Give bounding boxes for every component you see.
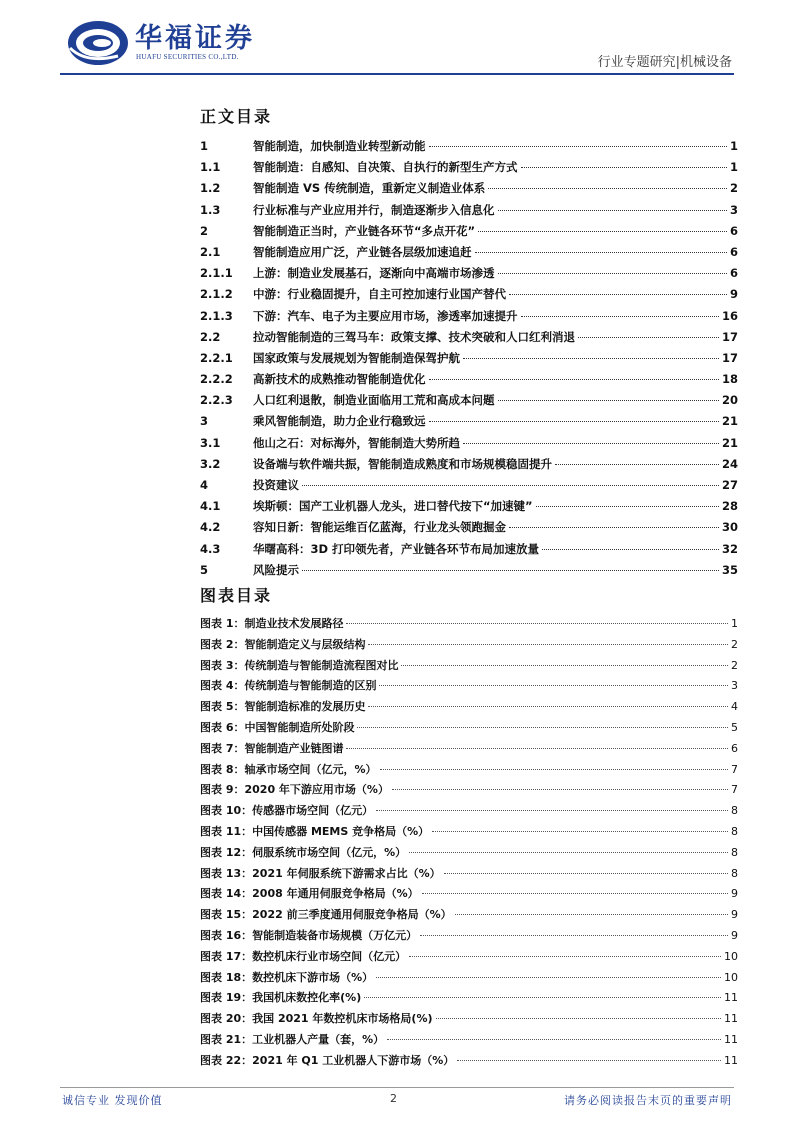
- figure-entry-label: 图表 8：: [200, 762, 245, 776]
- logo-english-name: HUAFU SECURITIES CO.,LTD.: [136, 53, 239, 61]
- toc-entry-page: 30: [721, 520, 738, 535]
- dot-leader: [380, 763, 728, 770]
- toc-entry-page: 3: [729, 202, 738, 217]
- dot-leader: [376, 804, 728, 811]
- figure-entry-page: 9: [731, 928, 738, 942]
- toc-entry-page: 21: [721, 414, 738, 429]
- figure-entry-title: 我国 2021 年数控机床市场格局(%): [252, 1012, 433, 1026]
- figure-entry-page: 3: [731, 679, 738, 693]
- toc-entry-title: 人口红利退散，制造业面临用工荒和高成本问题: [253, 393, 495, 408]
- dot-leader: [498, 204, 727, 211]
- toc-entry-page: 20: [721, 393, 738, 408]
- toc-entry-page: 28: [721, 499, 738, 514]
- footer-slogan: 诚信专业 发现价值: [62, 1094, 163, 1107]
- toc-entry-page: 17: [721, 329, 738, 344]
- figure-entry-title: 数控机床下游市场（%）: [252, 970, 374, 984]
- dot-leader: [463, 352, 719, 359]
- figure-entry-page: 8: [731, 824, 738, 838]
- toc-entry-page: 6: [729, 244, 738, 259]
- toc-entry-title: 乘风智能制造，助力企业行稳致远: [253, 414, 426, 429]
- toc-entry-number: 4.1: [200, 499, 221, 514]
- toc-entry-title: 拉动智能制造的三驾马车：政策支撑、技术突破和人口红利消退: [253, 329, 575, 344]
- figure-entry-page: 2: [731, 637, 738, 651]
- dot-leader: [432, 825, 728, 832]
- figure-list: [200, 614, 738, 1072]
- toc-entry[interactable]: [200, 221, 738, 242]
- figure-entry-page: 7: [731, 762, 738, 776]
- toc-entry[interactable]: [200, 390, 738, 411]
- toc-entry-number: 4: [200, 478, 209, 492]
- dot-leader: [555, 458, 719, 465]
- figure-entry[interactable]: [200, 676, 738, 697]
- report-type: 行业专题研究|机械设备: [597, 55, 732, 70]
- figure-entry-page: 7: [731, 783, 738, 797]
- figure-entry-title: 制造业技术发展路径: [244, 617, 344, 630]
- dot-leader: [368, 638, 728, 645]
- dot-leader: [498, 394, 719, 401]
- toc-entry-number: 4.3: [200, 541, 221, 556]
- toc-entry-page: 17: [721, 350, 738, 365]
- figure-entry[interactable]: [200, 718, 738, 739]
- figure-entry-page: 11: [724, 1012, 738, 1026]
- toc-entry-page: 2: [729, 181, 738, 196]
- figure-entry-label: 图表 18：: [200, 970, 253, 984]
- toc-entry-page: 1: [729, 160, 738, 175]
- dot-leader: [509, 521, 719, 528]
- footer-divider: [60, 1087, 734, 1088]
- toc-entry[interactable]: [200, 242, 738, 263]
- toc-entry[interactable]: [200, 560, 738, 581]
- figure-entry[interactable]: [200, 926, 738, 947]
- dot-leader: [376, 971, 721, 978]
- toc-entry-number: 2.1.2: [200, 287, 233, 302]
- dot-leader: [392, 783, 728, 790]
- dot-leader: [357, 721, 728, 728]
- toc-entry-title: 高新技术的成熟推动智能制造优化: [253, 372, 426, 387]
- dot-leader: [420, 929, 728, 936]
- figure-entry-label: 图表 22：: [200, 1053, 253, 1067]
- toc-entry[interactable]: [200, 496, 738, 517]
- figure-entry[interactable]: [200, 739, 738, 760]
- toc-entry-number: 2.2: [200, 329, 221, 344]
- figure-entry[interactable]: [200, 760, 738, 781]
- dot-leader: [379, 679, 728, 686]
- toc-entry-number: 2.2.3: [200, 393, 233, 408]
- figure-entry-label: 图表 17：: [200, 949, 253, 963]
- figure-entry[interactable]: [200, 780, 738, 801]
- figure-entry-page: 6: [731, 741, 738, 755]
- figure-entry-page: 8: [731, 845, 738, 859]
- toc-entry-page: 24: [721, 456, 738, 471]
- dot-leader: [455, 908, 728, 915]
- figure-entry[interactable]: [200, 635, 738, 656]
- toc-entry-number: 2.2.2: [200, 372, 233, 387]
- dot-leader: [302, 564, 719, 571]
- header-divider: [60, 73, 734, 75]
- figure-entry-title: 2020 年下游应用市场（%）: [244, 783, 389, 797]
- toc-entry-title: 风险提示: [253, 562, 299, 577]
- toc-entry[interactable]: [200, 157, 738, 178]
- toc-entry-page: 27: [721, 478, 738, 492]
- figure-entry-label: 图表 16：: [200, 928, 253, 942]
- toc-entry-number: 1.2: [200, 181, 221, 196]
- figure-entry-label: 图表 14：: [200, 887, 253, 901]
- toc-entry-number: 2.2.1: [200, 350, 233, 365]
- dot-leader: [578, 331, 719, 338]
- dot-leader: [444, 867, 728, 874]
- toc-entry-title: 华曙高科：3D 打印领先者，产业链各环节布局加速放量: [253, 541, 540, 556]
- logo-chinese-name: 华福证券: [135, 23, 255, 54]
- toc-entry-page: 21: [721, 435, 738, 450]
- figure-entry-label: 图表 19：: [200, 991, 253, 1005]
- toc-entry-page: 9: [729, 287, 738, 302]
- figure-entry-page: 8: [731, 866, 738, 880]
- figure-entry-page: 4: [731, 700, 738, 714]
- figure-entry-label: 图表 1：: [200, 617, 245, 630]
- toc-entry-page: 6: [729, 223, 738, 238]
- toc-entry-title: 智能制造 VS 传统制造，重新定义制造业体系: [253, 181, 486, 196]
- figure-entry[interactable]: [200, 988, 738, 1009]
- figure-entry[interactable]: [200, 1030, 738, 1051]
- toc-entry[interactable]: [200, 327, 738, 348]
- toc-entry-number: 3.2: [200, 456, 221, 471]
- dot-leader: [521, 161, 727, 168]
- figure-entry[interactable]: [200, 947, 738, 968]
- figure-entry-page: 9: [731, 908, 738, 922]
- toc-entry-page: 6: [729, 266, 738, 281]
- dot-leader: [521, 310, 719, 317]
- dot-leader: [509, 288, 727, 295]
- dot-leader: [387, 1033, 721, 1040]
- toc-entry[interactable]: [200, 369, 738, 390]
- toc-entry[interactable]: [200, 433, 738, 454]
- page-header: [0, 0, 794, 80]
- dot-leader: [478, 225, 727, 232]
- figure-entry-title: 智能制造产业链图谱: [244, 741, 344, 755]
- toc-entry-page: 35: [721, 562, 738, 577]
- toc-entry-title: 上游：制造业发展基石，逐渐向中高端市场渗透: [253, 266, 495, 281]
- toc-entry[interactable]: [200, 454, 738, 475]
- figure-entry-page: 10: [724, 949, 738, 963]
- figure-entry-label: 图表 13：: [200, 866, 253, 880]
- toc-entry-title: 国家政策与发展规划为智能制造保驾护航: [253, 350, 460, 365]
- dot-leader: [409, 846, 728, 853]
- figure-entry-title: 我国机床数控化率(%): [252, 991, 362, 1005]
- figure-entry-title: 工业机器人产量（套，%）: [252, 1032, 385, 1046]
- figure-entry-title: 2022 前三季度通用伺服竞争格局（%）: [252, 908, 452, 922]
- figure-entry-page: 2: [731, 658, 738, 672]
- dot-leader: [488, 182, 727, 189]
- huafu-logo-icon: [66, 18, 130, 68]
- toc-entry-title: 埃斯顿：国产工业机器人龙头，进口替代按下“加速键”: [253, 499, 533, 514]
- toc-entry-number: 2: [200, 223, 209, 238]
- toc-entry-title: 智能制造应用广泛，产业链各层级加速追赶: [253, 244, 472, 259]
- figure-entry[interactable]: [200, 843, 738, 864]
- toc-entry[interactable]: [200, 411, 738, 432]
- figure-entry-page: 11: [724, 1053, 738, 1067]
- toc-entry[interactable]: [200, 348, 738, 369]
- toc-entry[interactable]: [200, 200, 738, 221]
- toc-entry-number: 3.1: [200, 435, 221, 450]
- figure-entry[interactable]: [200, 697, 738, 718]
- dot-leader: [346, 617, 728, 624]
- figure-entry-title: 中国传感器 MEMS 竞争格局（%）: [252, 824, 430, 838]
- toc-entry-title: 容知日新：智能运维百亿蓝海，行业龙头领跑掘金: [253, 520, 506, 535]
- toc-entry[interactable]: [200, 263, 738, 284]
- toc-entry-title: 投资建议: [253, 478, 299, 492]
- dot-leader: [463, 437, 719, 444]
- figure-entry-title: 轴承市场空间（亿元，%）: [244, 762, 377, 776]
- figure-entry-label: 图表 12：: [200, 845, 253, 859]
- figure-entry-label: 图表 11：: [200, 824, 253, 838]
- figure-entry-page: 11: [724, 1032, 738, 1046]
- figure-entry[interactable]: [200, 968, 738, 989]
- figure-entry-title: 2008 年通用伺服竞争格局（%）: [252, 887, 419, 901]
- toc-entry[interactable]: [200, 475, 738, 496]
- figure-entry-title: 传统制造与智能制造流程图对比: [244, 658, 399, 672]
- toc-entry-title: 下游：汽车、电子为主要应用市场，渗透率加速提升: [253, 308, 518, 323]
- figure-entry-title: 2021 年伺服系统下游需求占比（%）: [252, 866, 441, 880]
- toc-entry[interactable]: [200, 284, 738, 305]
- toc-entry[interactable]: [200, 136, 738, 157]
- dot-leader: [346, 742, 728, 749]
- figure-entry[interactable]: [200, 801, 738, 822]
- table-of-contents: [200, 136, 738, 581]
- toc-entry-page: 1: [729, 139, 738, 153]
- figure-entry-title: 中国智能制造所处阶段: [244, 720, 355, 734]
- toc-entry-number: 2.1.3: [200, 308, 233, 323]
- dot-leader: [368, 700, 728, 707]
- figure-entry[interactable]: [200, 905, 738, 926]
- dot-leader: [536, 500, 719, 507]
- toc-entry-title: 中游：行业稳固提升，自主可控加速行业国产替代: [253, 287, 506, 302]
- dot-leader: [401, 659, 728, 666]
- dot-leader: [364, 991, 721, 998]
- figure-entry[interactable]: [200, 864, 738, 885]
- figure-entry-label: 图表 6：: [200, 720, 245, 734]
- toc-entry-number: 4.2: [200, 520, 221, 535]
- page-number: 2: [390, 1092, 397, 1105]
- figure-list-heading: 图表目录: [200, 586, 273, 605]
- toc-entry-page: 16: [721, 308, 738, 323]
- toc-entry-number: 5: [200, 562, 209, 577]
- figure-entry-page: 1: [731, 617, 738, 630]
- toc-entry[interactable]: [200, 306, 738, 327]
- toc-entry-title: 设备端与软件端共振，智能制造成熟度和市场规模稳固提升: [253, 456, 552, 471]
- toc-entry-number: 1: [200, 139, 209, 153]
- figure-entry-label: 图表 20：: [200, 1012, 253, 1026]
- dot-leader: [302, 479, 719, 486]
- figure-entry[interactable]: [200, 1051, 738, 1072]
- dot-leader: [429, 140, 727, 147]
- dot-leader: [429, 373, 719, 380]
- figure-entry[interactable]: [200, 822, 738, 843]
- figure-entry-label: 图表 4：: [200, 679, 245, 693]
- figure-entry-label: 图表 5：: [200, 700, 245, 714]
- toc-entry-title: 智能制造：自感知、自决策、自执行的新型生产方式: [253, 160, 518, 175]
- figure-entry-label: 图表 10：: [200, 804, 253, 818]
- toc-entry-title: 智能制造，加快制造业转型新动能: [253, 139, 426, 153]
- figure-entry-title: 伺服系统市场空间（亿元，%）: [252, 845, 407, 859]
- figure-entry-label: 图表 3：: [200, 658, 245, 672]
- toc-entry-number: 1.3: [200, 202, 221, 217]
- figure-entry-page: 5: [731, 720, 738, 734]
- toc-entry-number: 2.1: [200, 244, 221, 259]
- figure-entry-label: 图表 2：: [200, 637, 245, 651]
- toc-entry-number: 2.1.1: [200, 266, 233, 281]
- toc-entry[interactable]: [200, 178, 738, 199]
- toc-entry-number: 3: [200, 414, 209, 429]
- toc-entry-page: 32: [721, 541, 738, 556]
- figure-entry[interactable]: [200, 614, 738, 635]
- dot-leader: [457, 1054, 721, 1061]
- toc-entry[interactable]: [200, 517, 738, 538]
- figure-entry-label: 图表 21：: [200, 1032, 253, 1046]
- figure-entry-label: 图表 7：: [200, 741, 245, 755]
- dot-leader: [436, 1012, 722, 1019]
- figure-entry-page: 11: [724, 991, 738, 1005]
- toc-heading: 正文目录: [200, 107, 273, 126]
- toc-entry-number: 1.1: [200, 160, 221, 175]
- toc-entry-title: 他山之石：对标海外，智能制造大势所趋: [253, 435, 460, 450]
- dot-leader: [475, 246, 727, 253]
- toc-entry[interactable]: [200, 539, 738, 560]
- toc-entry-title: 智能制造正当时，产业链各环节“多点开花”: [253, 223, 476, 238]
- toc-entry-page: 18: [721, 372, 738, 387]
- figure-entry[interactable]: [200, 884, 738, 905]
- figure-entry-page: 8: [731, 804, 738, 818]
- figure-entry[interactable]: [200, 656, 738, 677]
- figure-entry-label: 图表 15：: [200, 908, 253, 922]
- figure-entry-page: 10: [724, 970, 738, 984]
- footer-disclaimer: 请务必阅读报告末页的重要声明: [564, 1094, 732, 1107]
- figure-entry-page: 9: [731, 887, 738, 901]
- figure-entry-title: 数控机床行业市场空间（亿元）: [252, 949, 407, 963]
- dot-leader: [498, 267, 727, 274]
- figure-entry-title: 2021 年 Q1 工业机器人下游市场（%）: [252, 1053, 455, 1067]
- figure-entry-title: 智能制造标准的发展历史: [244, 700, 366, 714]
- dot-leader: [429, 415, 719, 422]
- figure-entry[interactable]: [200, 1009, 738, 1030]
- figure-entry-title: 智能制造定义与层级结构: [244, 637, 366, 651]
- figure-entry-title: 传统制造与智能制造的区别: [244, 679, 377, 693]
- figure-entry-label: 图表 9：: [200, 783, 245, 797]
- figure-entry-title: 智能制造装备市场规模（万亿元）: [252, 928, 418, 942]
- figure-entry-title: 传感器市场空间（亿元）: [252, 804, 374, 818]
- dot-leader: [422, 887, 728, 894]
- dot-leader: [542, 543, 719, 550]
- dot-leader: [409, 950, 721, 957]
- toc-entry-title: 行业标准与产业应用并行，制造逐渐步入信息化: [253, 202, 495, 217]
